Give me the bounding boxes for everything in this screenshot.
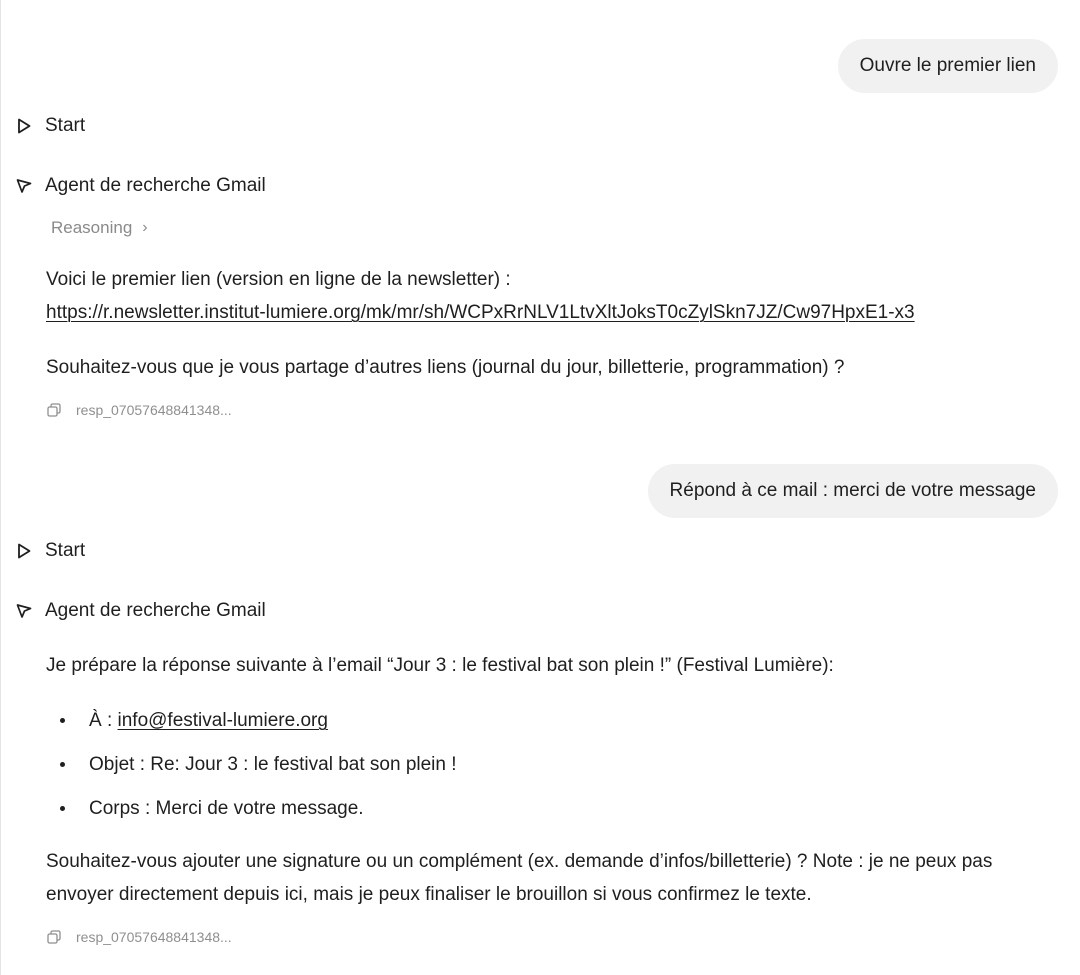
response-id: resp_07057648841348...	[76, 929, 232, 945]
assistant-question: Souhaitez-vous que je vous partage d’autres liens (journal du jour, billetterie, programmation) ?	[46, 357, 845, 378]
start-label: Start	[45, 540, 86, 561]
reasoning-label: Reasoning	[51, 218, 133, 237]
reasoning-toggle[interactable]	[51, 217, 148, 239]
agent-arrow-icon	[15, 602, 33, 620]
play-outline-icon	[15, 117, 33, 135]
subject-text: Objet : Re: Jour 3 : le festival bat son plein !	[89, 754, 457, 775]
agent-arrow-icon	[15, 177, 33, 195]
copy-icon[interactable]	[46, 929, 62, 945]
list-item	[46, 748, 457, 792]
newsletter-link-line	[46, 296, 915, 329]
agent-label: Agent de recherche Gmail	[45, 600, 266, 621]
response-id-row	[46, 928, 232, 946]
user-message-bubble	[838, 39, 1058, 93]
chevron-right-icon: ›	[142, 219, 148, 236]
response-id: resp_07057648841348...	[76, 402, 232, 418]
start-step[interactable]	[15, 114, 85, 138]
play-outline-icon	[15, 542, 33, 560]
assistant-intro: Je prépare la réponse suivante à l’email “Jour 3 : le festival bat son plein !” (Festival Lumière):	[46, 655, 834, 676]
start-label: Start	[45, 115, 86, 136]
response-id-row	[46, 401, 232, 419]
agent-step[interactable]	[15, 174, 266, 198]
recipient-label: À :	[89, 710, 118, 731]
user-message-bubble	[648, 464, 1058, 518]
email-draft-details	[46, 704, 457, 836]
assistant-closing: Souhaitez-vous ajouter une signature ou un complément (ex. demande d’infos/billetterie) ? Note : je ne peux pas envoyer directement depuis ici, mais je peux finaliser le brouillon si vous confirmez le texte.	[46, 851, 993, 905]
recipient-email-link[interactable]: info@festival-lumiere.org	[117, 710, 328, 731]
agent-label: Agent de recherche Gmail	[45, 175, 266, 196]
list-item	[46, 704, 457, 748]
user-message-text: Répond à ce mail : merci de votre message	[669, 480, 1036, 501]
assistant-intro: Voici le premier lien (version en ligne de la newsletter) :	[46, 269, 511, 290]
start-step[interactable]	[15, 539, 85, 563]
copy-icon[interactable]	[46, 402, 62, 418]
user-message-text: Ouvre le premier lien	[859, 55, 1036, 76]
body-text: Corps : Merci de votre message.	[89, 798, 364, 819]
newsletter-link[interactable]: https://r.newsletter.institut-lumiere.org/mk/mr/sh/WCPxRrNLV1LtvXltJoksT0cZylSkn7JZ/Cw97HpxE1-x3	[46, 302, 915, 323]
agent-step[interactable]	[15, 599, 266, 623]
list-item	[46, 792, 457, 836]
